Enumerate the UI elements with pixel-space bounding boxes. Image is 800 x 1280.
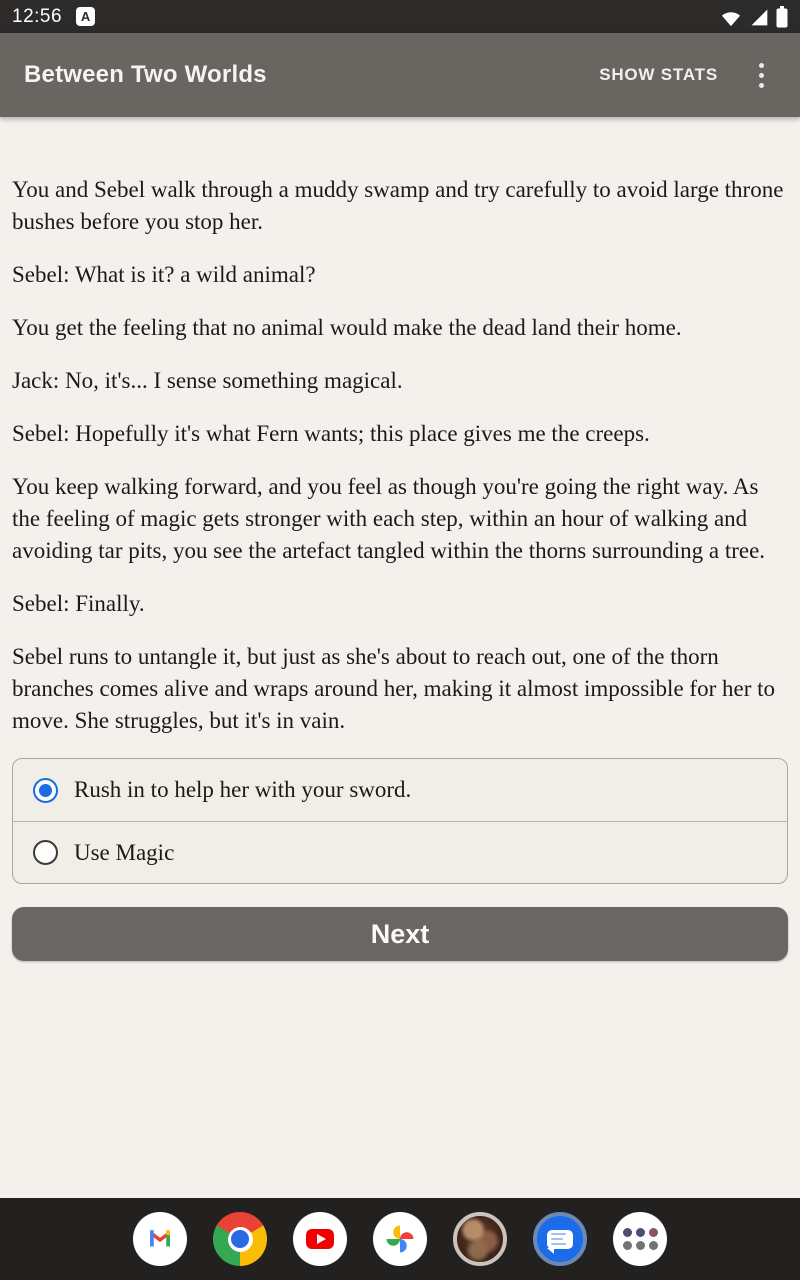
between-two-worlds-app-icon[interactable]: [453, 1212, 507, 1266]
story-paragraph: You get the feeling that no animal would make the dead land their home.: [12, 315, 682, 340]
choice-label: Rush in to help her with your sword.: [74, 777, 412, 802]
status-bar: [0, 0, 800, 33]
page-title: Between Two Worlds: [24, 61, 267, 88]
story-paragraph: You and Sebel walk through a muddy swamp and try carefully to avoid large throne bushes before you stop her.: [12, 177, 784, 234]
choice-group: [12, 758, 788, 884]
story-paragraph: Sebel runs to untangle it, but just as she's about to reach out, one of the thorn branches comes alive and wraps around her, making it almost impossible for her to move. She struggles, but it's in vain.: [12, 644, 775, 733]
choice-option-sword[interactable]: [13, 759, 787, 821]
chrome-icon[interactable]: [213, 1212, 267, 1266]
story-paragraph: You keep walking forward, and you feel as though you're going the right way. As the feeling of magic gets stronger with each step, within an hour of walking and avoiding tar pits, you see the artefact tangled within the thorns surrounding a tree.: [12, 474, 766, 563]
story-paragraph: Sebel: What is it? a wild animal?: [12, 262, 316, 287]
messages-icon[interactable]: [533, 1212, 587, 1266]
youtube-icon[interactable]: [293, 1212, 347, 1266]
overflow-menu-icon[interactable]: [744, 53, 778, 97]
next-button[interactable]: Next: [12, 907, 788, 961]
dock: [0, 1198, 800, 1280]
google-photos-icon[interactable]: [373, 1212, 427, 1266]
story-text: [12, 174, 788, 737]
choice-label: Use Magic: [74, 839, 175, 865]
app-drawer-icon[interactable]: [613, 1212, 667, 1266]
cellular-signal-icon: [749, 7, 769, 27]
clock: 12:56: [12, 5, 63, 27]
wifi-icon: [720, 7, 742, 27]
gmail-icon[interactable]: [133, 1212, 187, 1266]
show-stats-button[interactable]: SHOW STATS: [599, 65, 718, 84]
story-paragraph: Jack: No, it's... I sense something magical.: [12, 368, 403, 393]
story-paragraph: Sebel: Finally.: [12, 591, 145, 616]
choice-option-magic[interactable]: [13, 821, 787, 883]
app-bar: [0, 33, 800, 117]
story-content: [0, 117, 800, 1198]
battery-icon: [776, 6, 788, 28]
radio-button-selected-icon[interactable]: [33, 778, 58, 803]
radio-button-unselected-icon[interactable]: [33, 840, 58, 865]
notification-app-icon: A: [76, 7, 95, 26]
story-paragraph: Sebel: Hopefully it's what Fern wants; this place gives me the creeps.: [12, 421, 650, 446]
